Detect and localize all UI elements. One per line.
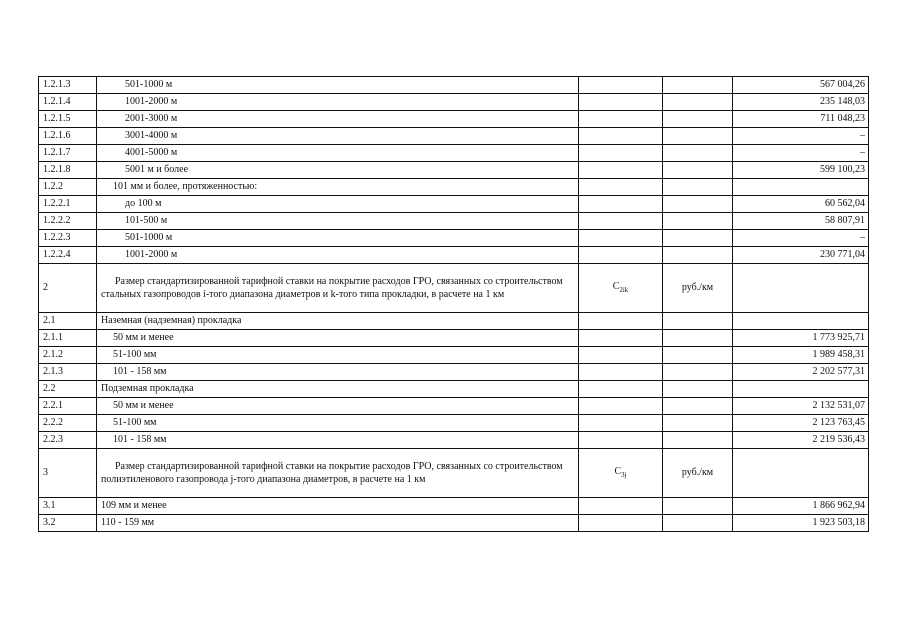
row-unit (663, 432, 733, 449)
row-description: 50 мм и менее (97, 330, 579, 347)
table-row (39, 330, 869, 347)
row-unit: руб./км (663, 449, 733, 498)
table-row (39, 196, 869, 213)
row-unit (663, 128, 733, 145)
row-unit (663, 196, 733, 213)
table-row (39, 415, 869, 432)
document-page (38, 76, 868, 532)
tariff-table (38, 76, 869, 532)
row-description: 50 мм и менее (97, 398, 579, 415)
row-unit (663, 77, 733, 94)
row-number: 1.2.2.1 (39, 196, 97, 213)
table-row (39, 213, 869, 230)
row-number: 1.2.1.7 (39, 145, 97, 162)
row-code (579, 179, 663, 196)
row-value (733, 179, 869, 196)
table-row (39, 347, 869, 364)
row-value: – (733, 128, 869, 145)
row-number: 2.2.3 (39, 432, 97, 449)
row-code (579, 498, 663, 515)
row-value: 1 923 503,18 (733, 515, 869, 532)
row-unit (663, 111, 733, 128)
row-value: 1 866 962,94 (733, 498, 869, 515)
row-description (97, 449, 579, 498)
row-unit: руб./км (663, 264, 733, 313)
table-row (39, 313, 869, 330)
row-unit (663, 247, 733, 264)
table-row (39, 515, 869, 532)
row-description: 101 - 158 мм (97, 364, 579, 381)
row-number: 1.2.1.4 (39, 94, 97, 111)
row-code (579, 145, 663, 162)
row-unit (663, 498, 733, 515)
row-value (733, 449, 869, 498)
row-code (579, 515, 663, 532)
row-number: 1.2.1.8 (39, 162, 97, 179)
row-unit (663, 515, 733, 532)
code-symbol: C (614, 465, 622, 477)
row-description: 101 мм и более, протяженностью: (97, 179, 579, 196)
row-description: 501-1000 м (97, 77, 579, 94)
table-section-row (39, 264, 869, 313)
row-code (579, 330, 663, 347)
row-unit (663, 230, 733, 247)
row-value: 2 202 577,31 (733, 364, 869, 381)
row-code (579, 77, 663, 94)
row-unit (663, 145, 733, 162)
row-value: 230 771,04 (733, 247, 869, 264)
row-value (733, 381, 869, 398)
row-code (579, 230, 663, 247)
row-description: 101 - 158 мм (97, 432, 579, 449)
row-unit (663, 381, 733, 398)
row-code (579, 364, 663, 381)
row-value: 567 004,26 (733, 77, 869, 94)
table-row (39, 398, 869, 415)
row-value: 711 048,23 (733, 111, 869, 128)
row-number: 1.2.1.6 (39, 128, 97, 145)
row-code (579, 432, 663, 449)
row-value: 1 989 458,31 (733, 347, 869, 364)
row-value (733, 264, 869, 313)
table-row (39, 364, 869, 381)
row-description: Подземная прокладка (97, 381, 579, 398)
row-unit (663, 213, 733, 230)
row-code (579, 415, 663, 432)
row-description: 3001-4000 м (97, 128, 579, 145)
row-number: 1.2.1.3 (39, 77, 97, 94)
row-description: 51-100 мм (97, 347, 579, 364)
row-code (579, 128, 663, 145)
table-row (39, 94, 869, 111)
row-value: 599 100,23 (733, 162, 869, 179)
row-description: 1001-2000 м (97, 94, 579, 111)
row-code (579, 449, 663, 498)
row-description: 5001 м и более (97, 162, 579, 179)
row-description: 109 мм и менее (97, 498, 579, 515)
table-row (39, 145, 869, 162)
row-code (579, 213, 663, 230)
code-symbol: C (612, 280, 620, 292)
row-number: 2.1 (39, 313, 97, 330)
table-row (39, 432, 869, 449)
row-unit (663, 94, 733, 111)
table-row (39, 381, 869, 398)
table-row (39, 498, 869, 515)
row-description: 110 - 159 мм (97, 515, 579, 532)
row-code (579, 398, 663, 415)
row-value: – (733, 230, 869, 247)
row-description: Наземная (надземная) прокладка (97, 313, 579, 330)
table-section-row (39, 449, 869, 498)
table-row (39, 247, 869, 264)
row-unit (663, 347, 733, 364)
table-row (39, 77, 869, 94)
row-value: 2 132 531,07 (733, 398, 869, 415)
row-code (579, 264, 663, 313)
row-value: – (733, 145, 869, 162)
row-description: 51-100 мм (97, 415, 579, 432)
row-number: 2.1.2 (39, 347, 97, 364)
row-number: 2 (39, 264, 97, 313)
row-value: 1 773 925,71 (733, 330, 869, 347)
row-code (579, 111, 663, 128)
table-row (39, 128, 869, 145)
table-row (39, 179, 869, 196)
row-code (579, 94, 663, 111)
table-row (39, 111, 869, 128)
table-row (39, 162, 869, 179)
row-code (579, 381, 663, 398)
row-code (579, 313, 663, 330)
row-code (579, 196, 663, 213)
row-number: 3 (39, 449, 97, 498)
row-number: 2.1.1 (39, 330, 97, 347)
row-number: 1.2.2 (39, 179, 97, 196)
row-unit (663, 364, 733, 381)
row-description: 1001-2000 м (97, 247, 579, 264)
row-number: 3.1 (39, 498, 97, 515)
row-number: 2.2.1 (39, 398, 97, 415)
row-unit (663, 162, 733, 179)
tariff-table-body (39, 77, 869, 532)
code-subscript: 2ik (619, 285, 629, 294)
row-description: 4001-5000 м (97, 145, 579, 162)
row-number: 2.2 (39, 381, 97, 398)
row-unit (663, 415, 733, 432)
code-subscript: 3j (621, 470, 627, 479)
row-number: 1.2.2.4 (39, 247, 97, 264)
row-number: 1.2.2.2 (39, 213, 97, 230)
row-description: 101-500 м (97, 213, 579, 230)
row-value: 235 148,03 (733, 94, 869, 111)
row-number: 3.2 (39, 515, 97, 532)
row-unit (663, 179, 733, 196)
row-number: 2.1.3 (39, 364, 97, 381)
row-value: 2 123 763,45 (733, 415, 869, 432)
row-description (97, 264, 579, 313)
row-number: 1.2.1.5 (39, 111, 97, 128)
row-unit (663, 398, 733, 415)
row-code (579, 247, 663, 264)
row-description: 2001-3000 м (97, 111, 579, 128)
row-unit (663, 313, 733, 330)
row-unit (663, 330, 733, 347)
table-row (39, 230, 869, 247)
row-number: 2.2.2 (39, 415, 97, 432)
row-code (579, 347, 663, 364)
row-code (579, 162, 663, 179)
row-value: 2 219 536,43 (733, 432, 869, 449)
section-description-text: Размер стандартизированной тарифной ставки на покрытие расходов ГРО, связанных со строительством полиэтиленового газопровода j-того диапазона диаметров, в расчете на 1 км (101, 461, 563, 485)
row-description: 501-1000 м (97, 230, 579, 247)
row-value (733, 313, 869, 330)
row-number: 1.2.2.3 (39, 230, 97, 247)
section-description-text: Размер стандартизированной тарифной ставки на покрытие расходов ГРО, связанных со строительством стальных газопроводов i-того диапазона диаметров и k-того типа прокладки, в расчете на 1 км (101, 276, 563, 300)
row-description: до 100 м (97, 196, 579, 213)
row-value: 60 562,04 (733, 196, 869, 213)
row-value: 58 807,91 (733, 213, 869, 230)
